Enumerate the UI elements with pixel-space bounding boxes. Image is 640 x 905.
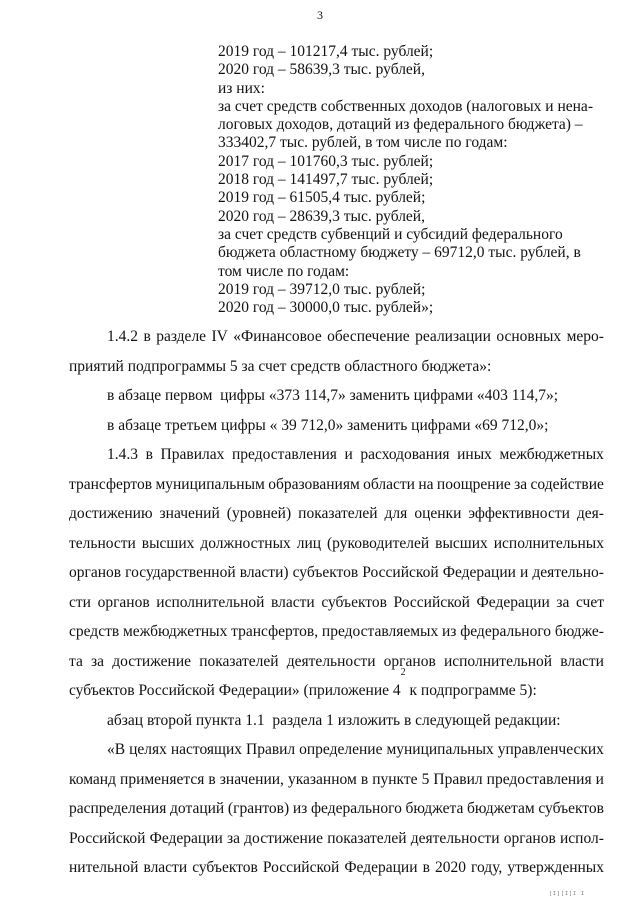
funding-line: 2019 год – 61505,4 тыс. рублей; [218, 189, 426, 207]
paragraph-abzac-second [69, 706, 604, 736]
funding-line: 333402,7 тыс. рублей, в том числе по годам: [218, 134, 508, 152]
text-line: трансфертов муниципальным образованиям области на поощрение за содействие [69, 475, 604, 493]
text-line: распределения дотаций (грантов) из федерального бюджета бюджетам субъектов [69, 800, 604, 817]
paragraph-1-4-2 [69, 322, 604, 381]
text-line: тельности высших должностных лиц (руководителей высших исполнительных [69, 534, 604, 552]
document-body [69, 322, 604, 883]
funding-line: 2020 год – 30000,0 тыс. рублей»; [218, 299, 434, 317]
funding-line: бюджета областному бюджету – 69712,0 тыс. рублей, в [218, 244, 581, 262]
footer-mark: [I][I]I I [548, 891, 585, 897]
funding-breakdown-list [218, 43, 618, 317]
funding-line: за счет средств собственных доходов (налоговых и нена- [218, 97, 593, 115]
text-line: Российской Федерации за достижение показателей деятельности органов испол- [69, 829, 604, 847]
funding-line: 2018 год – 141497,7 тыс. рублей; [218, 171, 434, 189]
funding-line: 2019 год – 101217,4 тыс. рублей; [218, 43, 434, 60]
text-line: абзац второй пункта 1.1 раздела 1 изложить в следующей редакции: [107, 711, 561, 729]
text-line: 1.4.3 в Правилах предоставления и расходования иных межбюджетных [107, 446, 604, 463]
text-line: приятий подпрограммы 5 за счет средств областного бюджета»: [69, 357, 492, 375]
funding-line: том числе по годам: [218, 262, 350, 280]
text-line: нительной власти субъектов Российской Федерации в 2020 году, утвержденных [69, 859, 604, 876]
page-number: 3 [317, 8, 323, 22]
funding-line: 2017 год – 101760,3 тыс. рублей; [218, 152, 434, 170]
text-line: сти органов исполнительной власти субъектов Российской Федерации за счет [69, 593, 604, 611]
text-line: та за достижение показателей деятельности органов исполнительной власти [69, 652, 604, 670]
text-line: в абзаце третьем цифры « 39 712,0» заменить цифрами «69 712,0»; [107, 416, 549, 434]
paragraph-abzac-first [69, 381, 604, 411]
funding-line: 2020 год – 58639,3 тыс. рублей, [218, 61, 425, 79]
text-line: средств межбюджетных трансфертов, предоставляемых из федерального бюдже- [69, 623, 604, 640]
text-line: команд применяется в значении, указанном в пункте 5 Правил предоставления и [69, 770, 604, 788]
text-line: 1.4.2 в разделе IV «Финансовое обеспечение реализации основных меро- [107, 328, 604, 345]
paragraph-abzac-third [69, 411, 604, 441]
funding-line: из них: [218, 79, 265, 97]
funding-line: логовых доходов, дотаций из федерального бюджета) – [218, 116, 583, 134]
text-line: органов государственной власти) субъектов Российской Федерации и деятельно- [69, 564, 604, 581]
text-line: в абзаце первом цифры «373 114,7» заменить цифрами «403 114,7»; [107, 387, 559, 404]
funding-line: 2019 год – 39712,0 тыс. рублей; [218, 280, 426, 298]
text-line: субъектов Российской Федерации» (приложение 4 $^2$ к подпрограмме 5): [69, 676, 604, 706]
superscript: 2 [400, 667, 406, 678]
text-line: «В целях настоящих Правил определение муниципальных управленческих [107, 741, 604, 758]
text-line: достижению значений (уровней) показателей для оценки эффективности дея- [69, 505, 604, 522]
paragraph-quote [69, 735, 604, 883]
funding-line: за счет средств субвенций и субсидий федерального [218, 225, 563, 243]
paragraph-1-4-3 [69, 440, 604, 706]
funding-line: 2020 год – 28639,3 тыс. рублей, [218, 207, 425, 225]
